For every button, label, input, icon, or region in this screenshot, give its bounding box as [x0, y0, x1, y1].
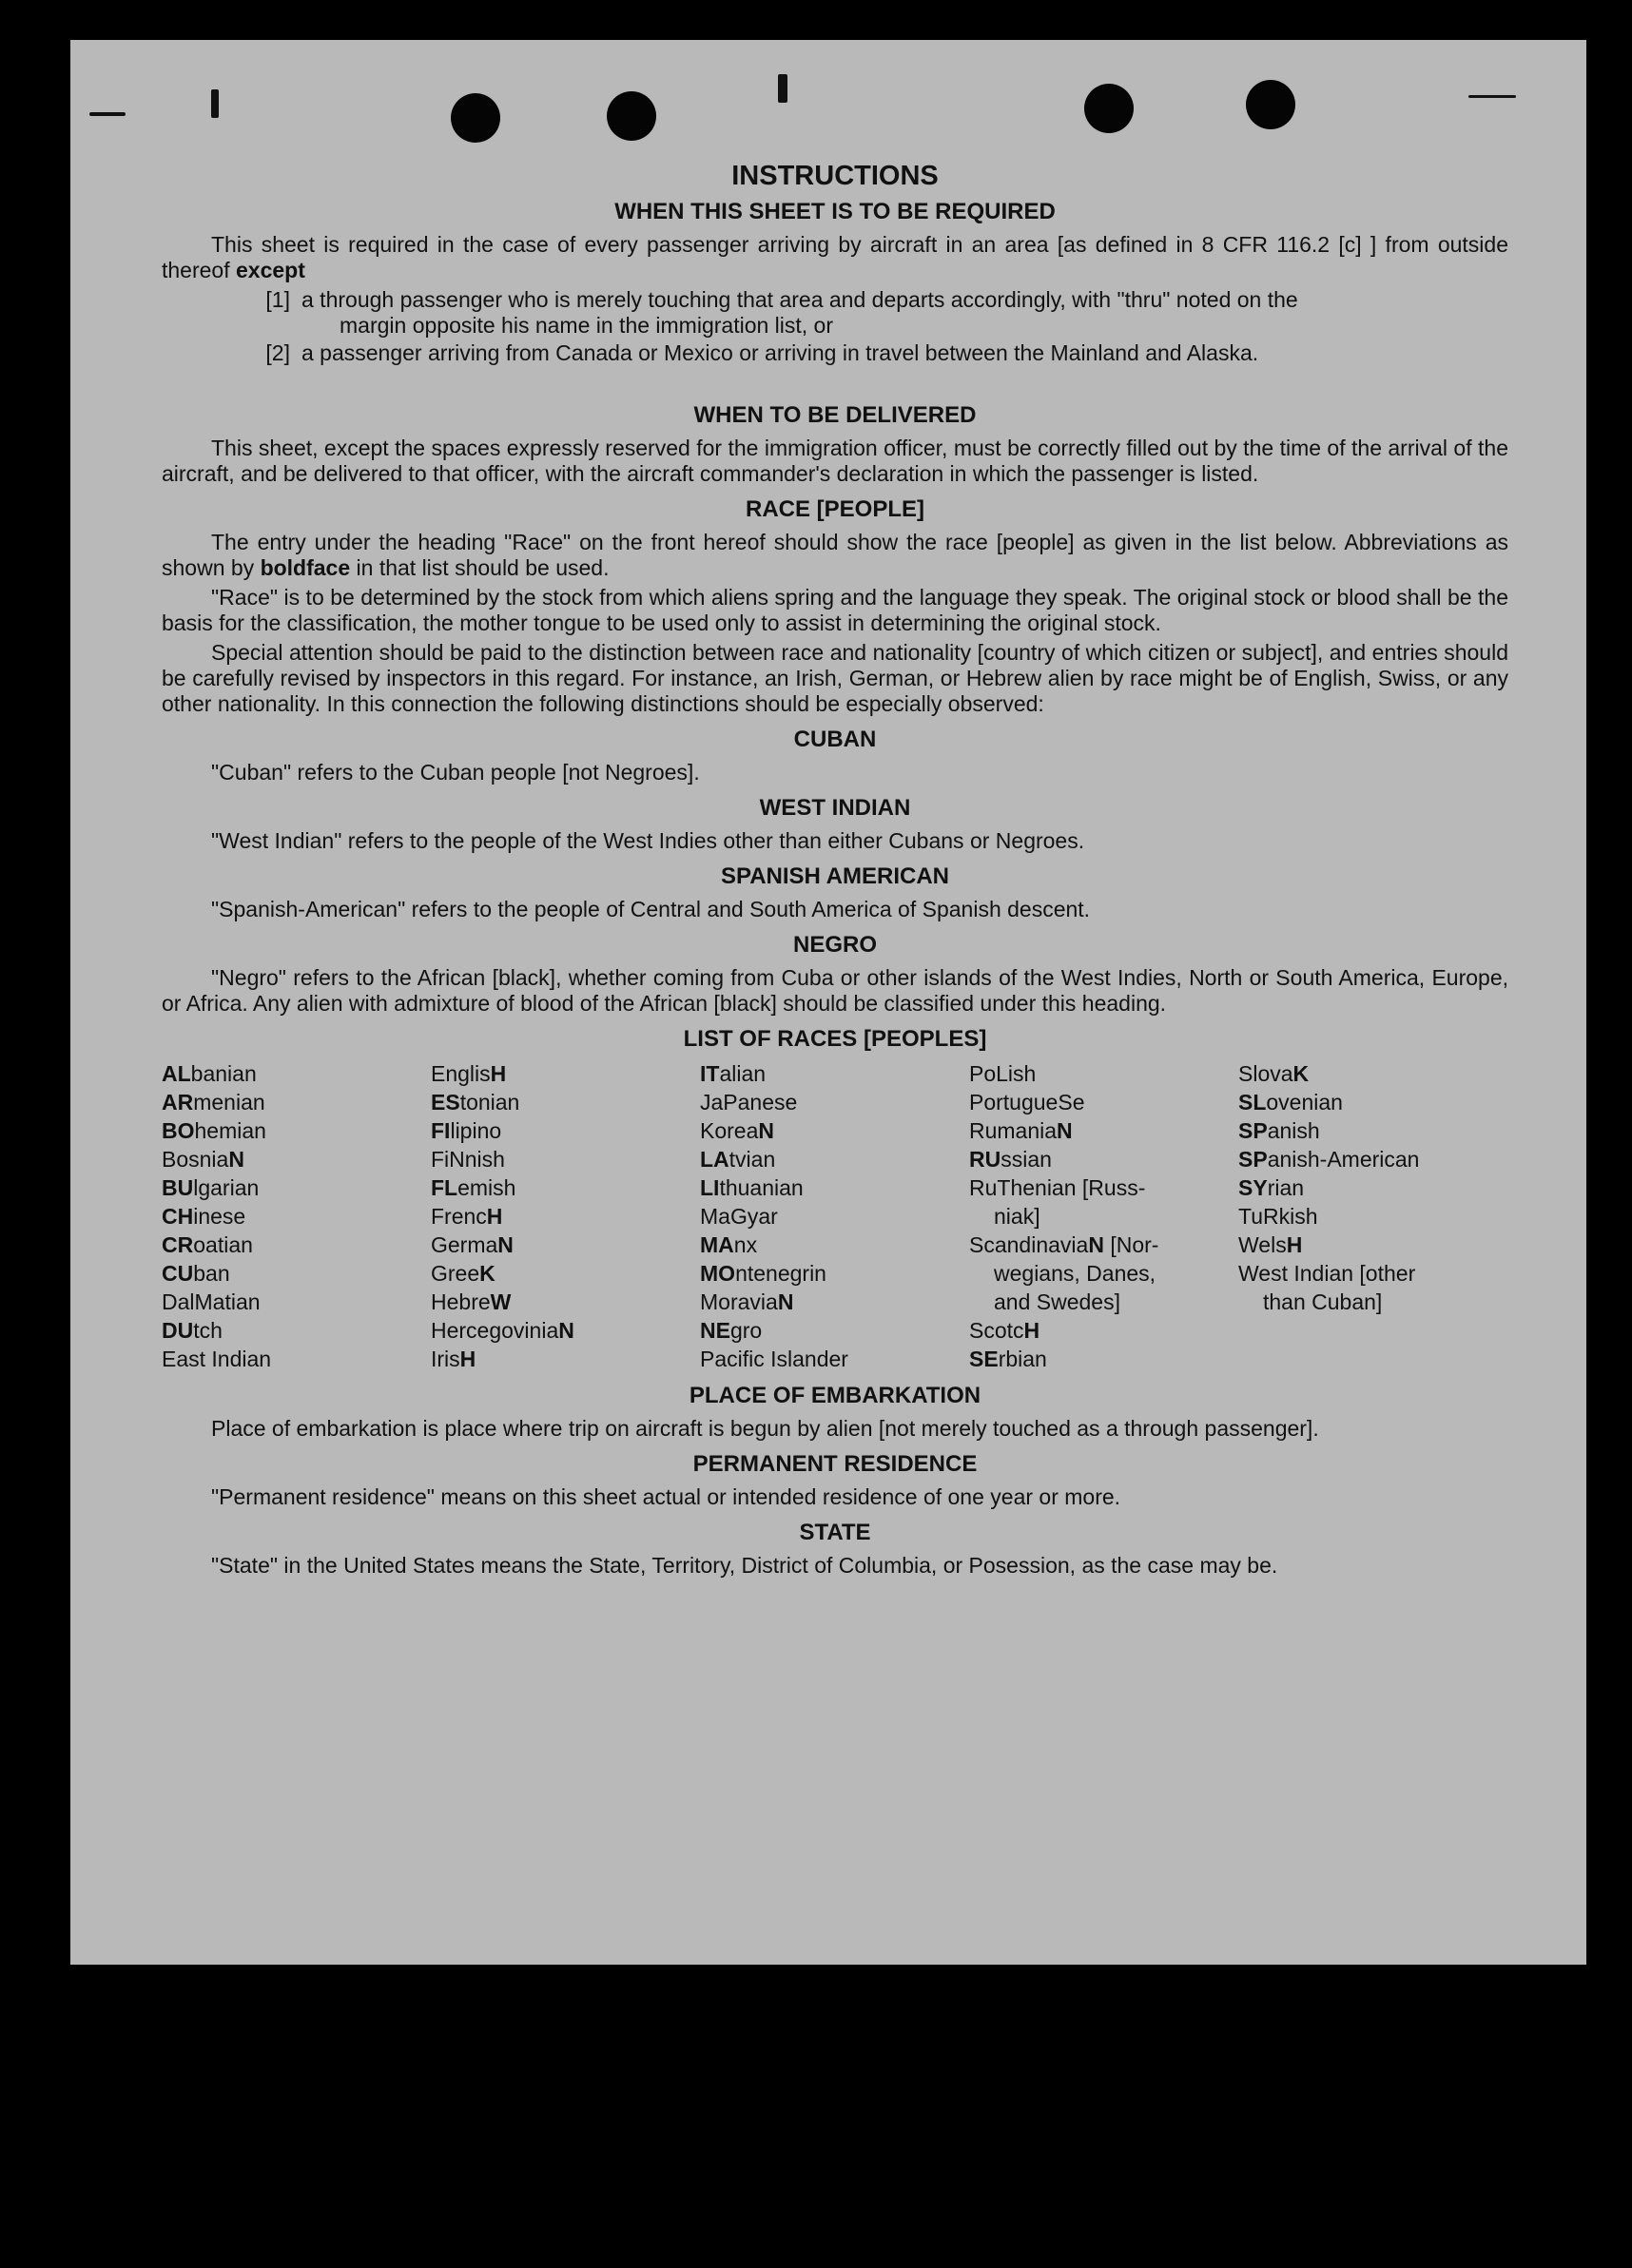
- race-name: Gree: [431, 1261, 480, 1286]
- race-name: inese: [193, 1204, 246, 1229]
- when-delivered-paragraph: This sheet, except the spaces expressly reserved for the immigration officer, must be correctly filled out by the time of the arrival of the aircraft, and be delivered to that officer, with the aircraft commander's declaration in which the passenger is listed.: [162, 436, 1508, 486]
- race-entry: [700, 1116, 969, 1145]
- when-required-paragraph: [162, 232, 1508, 283]
- instructions-content: [162, 161, 1508, 1582]
- race-name: banian: [190, 1061, 257, 1086]
- race-name-continuation: wegians, Danes,: [994, 1261, 1156, 1286]
- race-entry: [431, 1145, 700, 1173]
- race-abbreviation: CR: [162, 1232, 194, 1257]
- section-heading-when-delivered: WHEN TO BE DELIVERED: [693, 402, 977, 428]
- race-name: tch: [193, 1318, 223, 1343]
- section-heading-west-indian: WEST INDIAN: [759, 795, 911, 821]
- state-paragraph: "State" in the United States means the State, Territory, District of Columbia, or Posession, as the case may be.: [211, 1553, 1278, 1578]
- race-name: ovenian: [1266, 1090, 1343, 1115]
- race-abbreviation: SP: [1238, 1118, 1268, 1143]
- race-entry: [431, 1231, 700, 1259]
- race-abbreviation: MA: [700, 1232, 734, 1257]
- race-name: oatian: [193, 1232, 253, 1257]
- race-abbreviation: N: [1088, 1232, 1104, 1257]
- spanish-american-paragraph: "Spanish-American" refers to the people of Central and South America of Spanish descent.: [211, 897, 1091, 921]
- race-name: hemian: [194, 1118, 266, 1143]
- race-entry: [969, 1145, 1238, 1173]
- races-column: [700, 1059, 969, 1373]
- race-abbreviation: AR: [162, 1090, 194, 1115]
- race-entry: [700, 1231, 969, 1259]
- race-entry: [431, 1173, 700, 1202]
- race-paragraph-3: Special attention should be paid to the distinction between race and nationality [country of which citizen or subject], and entries should be carefully revised by inspectors in this regard. For instance, an Irish, German, or Hebrew alien by race might be of English, Swiss, or any other nationality. In this connection the following distinctions should be especially observed:: [162, 640, 1508, 716]
- races-column: [162, 1059, 431, 1373]
- document-sheet: [70, 40, 1586, 1965]
- race-entry: [162, 1316, 431, 1345]
- race-abbreviation: DU: [162, 1318, 194, 1343]
- race-name: rian: [1267, 1175, 1305, 1200]
- scan-mark: [778, 74, 787, 103]
- section-heading-list-of-races: LIST OF RACES [PEOPLES]: [683, 1026, 987, 1052]
- race-name: PoLish: [969, 1061, 1037, 1086]
- race-entry: [969, 1345, 1238, 1373]
- race-name: anish-American: [1267, 1147, 1420, 1172]
- race-entry: [431, 1059, 700, 1088]
- section-heading-spanish-american: SPANISH AMERICAN: [720, 863, 949, 889]
- exception-text: a through passenger who is merely touching that area and departs accordingly, with "thru" noted on the: [301, 287, 1298, 312]
- race-name: Frenc: [431, 1204, 487, 1229]
- race-entry: [700, 1088, 969, 1116]
- race-abbreviation: FI: [431, 1118, 451, 1143]
- race-entry: [431, 1259, 700, 1288]
- race-abbreviation: W: [490, 1289, 512, 1314]
- section-heading-permanent-residence: PERMANENT RESIDENCE: [692, 1451, 978, 1477]
- race-name: Scotc: [969, 1318, 1024, 1343]
- exception-text-block: [301, 340, 1508, 366]
- race-entry: [700, 1259, 969, 1288]
- boldface-word: boldface: [260, 555, 351, 580]
- race-abbreviation: SP: [1238, 1147, 1268, 1172]
- race-abbreviation: K: [1292, 1061, 1310, 1086]
- race-name: gro: [729, 1318, 763, 1343]
- race-entry: [162, 1173, 431, 1202]
- race-name: Hercegovinia: [431, 1318, 559, 1343]
- race-entry: [700, 1145, 969, 1173]
- race-name: Pacific Islander: [700, 1347, 848, 1371]
- race-entry: [1238, 1088, 1507, 1116]
- races-column: [1238, 1059, 1507, 1373]
- race-abbreviation: N: [228, 1147, 244, 1172]
- exception-number: [1]: [265, 287, 290, 312]
- race-entry: [1238, 1173, 1507, 1202]
- race-name: FiNnish: [431, 1147, 505, 1172]
- race-entry: [969, 1116, 1238, 1145]
- race-name: ntenegrin: [735, 1261, 826, 1286]
- race-entry: [431, 1345, 700, 1373]
- race-text-a: The entry under the heading "Race" on the front hereof should show the race [people] as given in the list below. Abbreviations as shown by: [162, 530, 1508, 580]
- race-abbreviation: SE: [969, 1347, 999, 1371]
- race-abbreviation: H: [1286, 1232, 1303, 1257]
- punch-hole: [607, 91, 656, 141]
- section-heading-race: RACE [PEOPLE]: [745, 496, 924, 522]
- race-entry: [969, 1059, 1238, 1088]
- race-entry: [162, 1259, 431, 1288]
- race-abbreviation: IT: [700, 1061, 720, 1086]
- scan-mark: [89, 112, 126, 116]
- race-entry: [700, 1173, 969, 1202]
- race-abbreviation: N: [497, 1232, 514, 1257]
- scan-mark: [1468, 95, 1516, 98]
- race-abbreviation: RU: [969, 1147, 1001, 1172]
- race-name: Moravia: [700, 1289, 778, 1314]
- race-name: Scandinavia: [969, 1232, 1089, 1257]
- race-entry: [700, 1288, 969, 1316]
- race-name: Hebre: [431, 1289, 491, 1314]
- race-name-continuation: and Swedes]: [994, 1289, 1120, 1314]
- races-column: [969, 1059, 1238, 1373]
- race-name: Iris: [431, 1347, 460, 1371]
- race-abbreviation: BO: [162, 1118, 195, 1143]
- race-abbreviation: NE: [700, 1318, 730, 1343]
- race-abbreviation: LA: [700, 1147, 729, 1172]
- race-entry: [162, 1145, 431, 1173]
- except-label: except: [236, 258, 305, 282]
- embarkation-paragraph: Place of embarkation is place where trip on aircraft is begun by alien [not merely touched as a through passenger].: [211, 1416, 1319, 1441]
- race-entry: [700, 1059, 969, 1088]
- races-list: [162, 1059, 1508, 1373]
- race-entry: [700, 1316, 969, 1345]
- race-name: Slova: [1238, 1061, 1293, 1086]
- exception-text: a passenger arriving from Canada or Mexico or arriving in travel between the Mainland and Alaska.: [301, 340, 1259, 365]
- race-name: anish: [1267, 1118, 1320, 1143]
- race-entry: [1238, 1145, 1507, 1173]
- race-entry: [162, 1231, 431, 1259]
- race-entry: [700, 1345, 969, 1373]
- exception-item: [162, 340, 1508, 366]
- race-entry: [162, 1116, 431, 1145]
- races-column: [431, 1059, 700, 1373]
- exception-item: [162, 287, 1508, 339]
- race-name: Bosnia: [162, 1147, 229, 1172]
- exception-continuation: margin opposite his name in the immigration list, or: [340, 313, 834, 338]
- race-name: TuRkish: [1238, 1204, 1318, 1229]
- race-name: lipino: [450, 1118, 502, 1143]
- race-name: [Nor-: [1103, 1232, 1159, 1257]
- race-name: West Indian [other: [1238, 1261, 1416, 1286]
- race-entry: [431, 1116, 700, 1145]
- race-text-b: in that list should be used.: [356, 555, 610, 580]
- race-name: tonian: [459, 1090, 520, 1115]
- race-name: alian: [719, 1061, 767, 1086]
- section-heading-when-required: WHEN THIS SHEET IS TO BE REQUIRED: [614, 199, 1056, 224]
- race-name: rbian: [998, 1347, 1047, 1371]
- race-entry: [162, 1202, 431, 1231]
- race-abbreviation: H: [486, 1204, 503, 1229]
- race-abbreviation: SL: [1238, 1090, 1267, 1115]
- race-name: tvian: [729, 1147, 776, 1172]
- race-name: nx: [733, 1232, 758, 1257]
- race-entry: [969, 1173, 1238, 1231]
- race-entry: [162, 1088, 431, 1116]
- race-entry: [431, 1088, 700, 1116]
- race-name: ban: [193, 1261, 230, 1286]
- section-heading-negro: NEGRO: [792, 932, 877, 958]
- race-abbreviation: CH: [162, 1204, 194, 1229]
- race-name: Rumania: [969, 1118, 1058, 1143]
- race-entry: [1238, 1259, 1507, 1316]
- race-name: Englis: [431, 1061, 491, 1086]
- race-entry: [700, 1202, 969, 1231]
- race-abbreviation: LI: [700, 1175, 720, 1200]
- section-heading-state: STATE: [799, 1520, 871, 1545]
- punch-hole: [1246, 80, 1295, 129]
- race-abbreviation: H: [490, 1061, 507, 1086]
- when-required-text: This sheet is required in the case of every passenger arriving by aircraft in an area [as defined in 8 CFR 116.2 [c] ] from outside thereof: [162, 232, 1508, 282]
- race-abbreviation: N: [1057, 1118, 1073, 1143]
- race-name: PortugueSe: [969, 1090, 1085, 1115]
- race-abbreviation: SY: [1238, 1175, 1268, 1200]
- race-name: Wels: [1238, 1232, 1287, 1257]
- race-name: menian: [193, 1090, 265, 1115]
- race-name-continuation: niak]: [994, 1204, 1040, 1229]
- punch-hole: [1084, 84, 1134, 133]
- race-name: JaPanese: [700, 1090, 798, 1115]
- race-paragraph-1: [162, 530, 1508, 581]
- punch-hole: [451, 93, 500, 143]
- race-name: Korea: [700, 1118, 759, 1143]
- race-name: MaGyar: [700, 1204, 778, 1229]
- race-name: Germa: [431, 1232, 498, 1257]
- negro-paragraph: "Negro" refers to the African [black], whether coming from Cuba or other islands of the West Indies, North or South America, Europe, or Africa. Any alien with admixture of blood of the African [black] should be classified under this heading.: [162, 965, 1508, 1016]
- race-entry: [1238, 1059, 1507, 1088]
- race-entry: [162, 1288, 431, 1316]
- exception-number: [2]: [265, 340, 290, 365]
- race-entry: [162, 1059, 431, 1088]
- race-abbreviation: N: [777, 1289, 794, 1314]
- scan-mark: [211, 89, 219, 118]
- west-indian-paragraph: "West Indian" refers to the people of the West Indies other than either Cubans or Negroes.: [211, 828, 1085, 853]
- race-abbreviation: H: [459, 1347, 476, 1371]
- race-name: emish: [457, 1175, 516, 1200]
- race-name: RuThenian [Russ-: [969, 1175, 1146, 1200]
- race-entry: [431, 1202, 700, 1231]
- exception-text-block: [301, 287, 1508, 339]
- race-name: ssian: [1001, 1147, 1052, 1172]
- race-abbreviation: AL: [162, 1061, 191, 1086]
- race-entry: [969, 1088, 1238, 1116]
- race-abbreviation: H: [1023, 1318, 1040, 1343]
- cuban-paragraph: "Cuban" refers to the Cuban people [not Negroes].: [211, 760, 700, 785]
- race-abbreviation: N: [558, 1318, 574, 1343]
- race-name: thuanian: [719, 1175, 804, 1200]
- race-entry: [162, 1345, 431, 1373]
- race-abbreviation: K: [479, 1261, 495, 1286]
- race-entry: [1238, 1202, 1507, 1231]
- race-entry: [431, 1288, 700, 1316]
- race-entry: [969, 1316, 1238, 1345]
- section-heading-embarkation: PLACE OF EMBARKATION: [689, 1383, 981, 1408]
- race-abbreviation: FL: [431, 1175, 458, 1200]
- race-name-continuation: than Cuban]: [1263, 1289, 1383, 1314]
- race-name: lgarian: [193, 1175, 260, 1200]
- race-entry: [431, 1316, 700, 1345]
- race-abbreviation: BU: [162, 1175, 194, 1200]
- race-entry: [969, 1231, 1238, 1316]
- page-title: INSTRUCTIONS: [731, 161, 939, 191]
- race-abbreviation: MO: [700, 1261, 736, 1286]
- race-abbreviation: N: [758, 1118, 774, 1143]
- race-name: DalMatian: [162, 1289, 261, 1314]
- residence-paragraph: "Permanent residence" means on this sheet actual or intended residence of one year or more.: [211, 1484, 1121, 1509]
- race-name: East Indian: [162, 1347, 272, 1371]
- race-entry: [1238, 1231, 1507, 1259]
- race-paragraph-2: "Race" is to be determined by the stock from which aliens spring and the language they speak. The original stock or blood shall be the basis for the classification, the mother tongue to be used only to assist in determining the original stock.: [162, 585, 1508, 635]
- race-entry: [1238, 1116, 1507, 1145]
- race-abbreviation: CU: [162, 1261, 194, 1286]
- section-heading-cuban: CUBAN: [793, 727, 877, 752]
- race-abbreviation: ES: [431, 1090, 460, 1115]
